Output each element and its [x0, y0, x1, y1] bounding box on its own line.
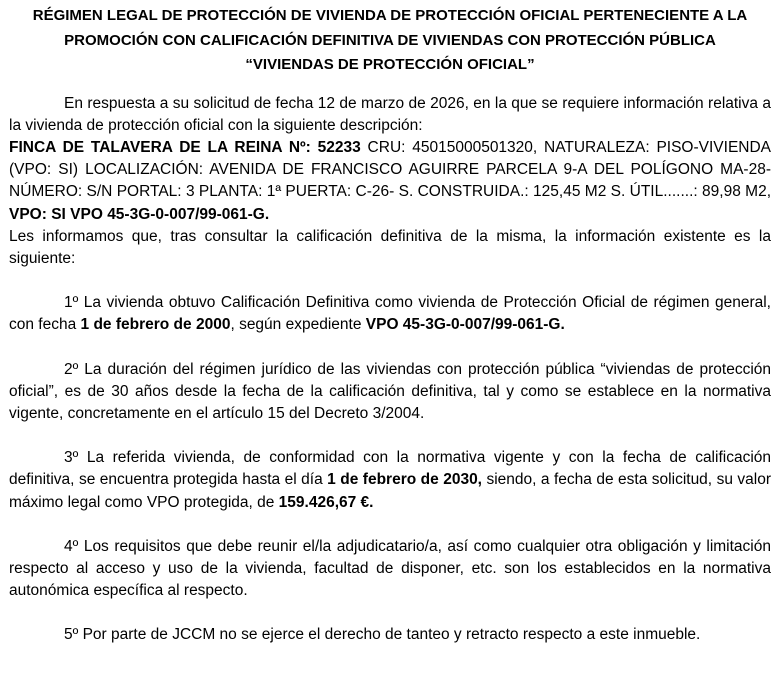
item-4-paragraph: [9, 536, 771, 603]
finca-label: FINCA DE TALAVERA DE LA REINA Nº:: [9, 138, 311, 156]
finca-number: 52233: [317, 138, 361, 156]
item-1-expediente: VPO 45-3G-0-007/99-061-G.: [365, 316, 565, 334]
item-3-text-c: siendo, a fecha de esta solicitud, su valor máximo legal como VPO protegida, de: [9, 471, 771, 511]
spacer: [9, 514, 771, 536]
item-1-date: 1 de febrero de 2000: [80, 316, 231, 334]
item-3-text-a: 3º La referida vivienda, de conformidad con la normativa vigente y con la fecha de calificación definitiva, se encuentra protegida hasta el día: [9, 449, 771, 489]
item-3-date: 1 de febrero de 2030,: [327, 471, 482, 489]
item-2-paragraph: [9, 359, 771, 426]
intro-paragraph: [9, 93, 771, 137]
spacer: [9, 337, 771, 359]
info-text: Les informamos que, tras consultar la calificación definitiva de la misma, la información existente es la siguiente:: [9, 227, 771, 267]
item-3-value: 159.426,67 €.: [278, 493, 374, 511]
finca-vpo: VPO: SI VPO 45-3G-0-007/99-061-G.: [9, 205, 270, 223]
item-4-text: 4º Los requisitos que debe reunir el/la adjudicatario/a, así como cualquier otra obligación y limitación respecto al acceso y uso de la vivienda, facultad de disponer, etc. son los establecidos en la normativa autonómica específica al respecto.: [9, 537, 771, 600]
item-1-text-a: 1º La vivienda obtuvo Calificación Definitiva como vivienda de Protección Oficial de régimen general, con fecha: [9, 294, 771, 334]
document-body: [9, 93, 771, 647]
title-line-3: “VIVIENDAS DE PROTECCIÓN OFICIAL”: [245, 56, 535, 73]
spacer: [9, 425, 771, 447]
finca-details: CRU: 45015000501320, NATURALEZA: PISO-VIVIENDA (VPO: SI) LOCALIZACIÓN: AVENIDA DE FRANCISCO AGUIRRE PARCELA 9-A DEL POLÍGONO MA-28- NÚMERO: S/N PORTAL: 3 PLANTA: 1ª PUERTA: C-26- S. CONSTRUIDA.: 125,45 M2 S. ÚTIL.......: 89,98 M2,: [9, 138, 772, 201]
spacer: [9, 602, 771, 624]
item-3-paragraph: [9, 447, 771, 514]
item-5-text: 5º Por parte de JCCM no se ejerce el derecho de tanteo y retracto respecto a este inmueble.: [64, 626, 701, 644]
title-line-1: RÉGIMEN LEGAL DE PROTECCIÓN DE VIVIENDA DE PROTECCIÓN OFICIAL PERTENECIENTE A LA: [32, 7, 748, 24]
spacer: [9, 270, 771, 292]
item-1-paragraph: [9, 292, 771, 336]
item-2-text: 2º La duración del régimen jurídico de las viviendas con protección pública “viviendas de protección oficial”, es de 30 años desde la fecha de la calificación definitiva, tal y como se establece en la normativa vigente, concretamente en el artículo 15 del Decreto 3/2004.: [9, 360, 771, 422]
item-5-paragraph: [9, 624, 771, 646]
intro-text: En respuesta a su solicitud de fecha 12 de marzo de 2026, en la que se requiere información relativa a la vivienda de protección oficial con la siguiente descripción:: [9, 94, 771, 134]
item-1-text-c: , según expediente: [230, 316, 366, 334]
title-line-2: PROMOCIÓN CON CALIFICACIÓN DEFINITIVA DE VIVIENDAS CON PROTECCIÓN PÚBLICA: [64, 31, 716, 49]
document-title: [9, 4, 771, 78]
finca-paragraph: [9, 137, 771, 226]
info-paragraph: [9, 226, 771, 270]
